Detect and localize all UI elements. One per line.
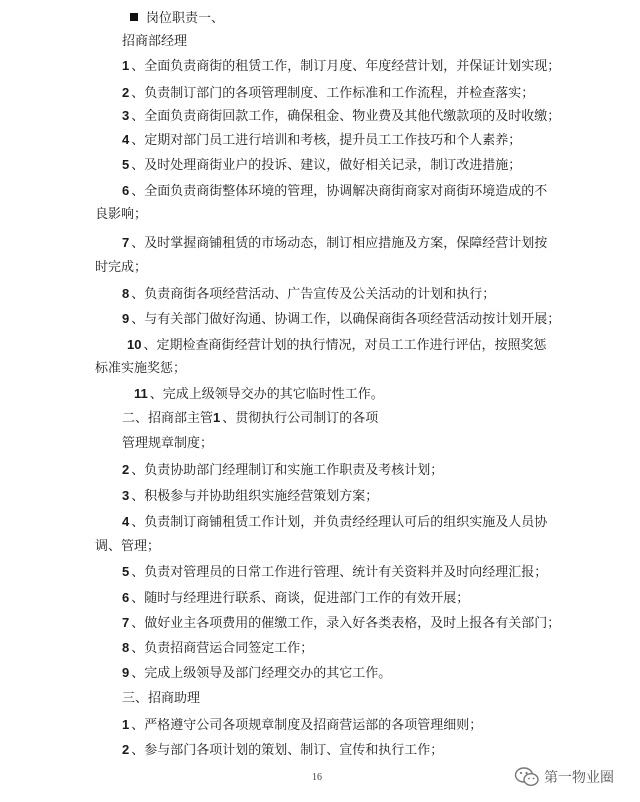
watermark-text: 第一物业圈 (544, 770, 614, 786)
duty-item: 4 、负责制订商铺租赁工作计划，并负责经经理认可后的组织实施及人员协 (122, 514, 548, 530)
duty-item-continuation: 标准实施奖惩； (95, 361, 187, 376)
page-number: 16 (312, 772, 322, 783)
duty-item: 9 、与有关部门做好沟通、协调工作，以确保商街各项经营活动按计划开展； (122, 311, 561, 327)
square-bullet-icon (130, 13, 138, 21)
duty-item: 3 、积极参与并协助组织实施经营策划方案； (122, 488, 379, 504)
duty-item: 6 、全面负责商街整体环境的管理，协调解决商街商家对商街环境造成的不 (122, 183, 548, 199)
duty-item: 8 、负责招商营运合同签定工作； (122, 640, 314, 656)
duty-item-continuation: 调、管理； (95, 539, 161, 554)
watermark (514, 766, 614, 788)
duty-item: 3 、全面负责商街回款工作，确保租金、物业费及其他代缴款项的及时收缴； (122, 108, 561, 124)
duty-item: 5 、负责对管理员的日常工作进行管理、统计有关资料并及时向经理汇报； (122, 564, 548, 580)
section-1-role: 招商部经理 (122, 34, 188, 49)
duty-item: 4 、定期对部门员工进行培训和考核，提升员工工作技巧和个人素养； (122, 132, 522, 148)
section-2-title: 二、招商部主管1 、贯彻执行公司制订的各项 (122, 410, 379, 426)
duty-item-continuation: 时完成； (95, 260, 148, 275)
duty-item: 2 、负责制订部门的各项管理制度、工作标准和工作流程，并检查落实； (122, 85, 535, 101)
duty-item: 7 、做好业主各项费用的催缴工作，录入好各类表格，及时上报各有关部门； (122, 615, 561, 631)
duty-item: 1 、严格遵守公司各项规章制度及招商营运部的各项管理细则； (122, 717, 483, 733)
duty-item: 7 、及时掌握商铺租赁的市场动态，制订相应措施及方案，保障经营计划按 (122, 235, 548, 251)
duty-item: 6 、随时与经理进行联系、商谈，促进部门工作的有效开展； (122, 590, 470, 606)
duty-item: 1 、全面负责商街的租赁工作，制订月度、年度经营计划，并保证计划实现； (122, 58, 561, 74)
duty-item: 8 、负责商街各项经营活动、广告宣传及公关活动的计划和执行； (122, 286, 496, 302)
duty-item: 10 、定期检查商街经营计划的执行情况，对员工工作进行评估，按照奖惩 (127, 337, 547, 353)
wechat-icon (514, 766, 540, 788)
duty-item: 2 、参与部门各项计划的策划、制订、宣传和执行工作； (122, 742, 444, 758)
duty-item: 11 、完成上级领导交办的其它临时性工作。 (134, 386, 384, 402)
duty-item: 9 、完成上级领导及部门经理交办的其它工作。 (122, 665, 392, 681)
section-1-title: 岗位职责一、 (130, 10, 224, 28)
section-3-title: 三、招商助理 (122, 691, 201, 706)
duty-item: 2 、负责协助部门经理制订和实施工作职责及考核计划； (122, 462, 444, 478)
duty-item-continuation: 良影响； (95, 207, 148, 222)
duty-item-continuation: 管理规章制度； (122, 436, 214, 451)
duty-item: 5 、及时处理商街业户的投诉、建议，做好相关记录，制订改进措施； (122, 157, 522, 173)
